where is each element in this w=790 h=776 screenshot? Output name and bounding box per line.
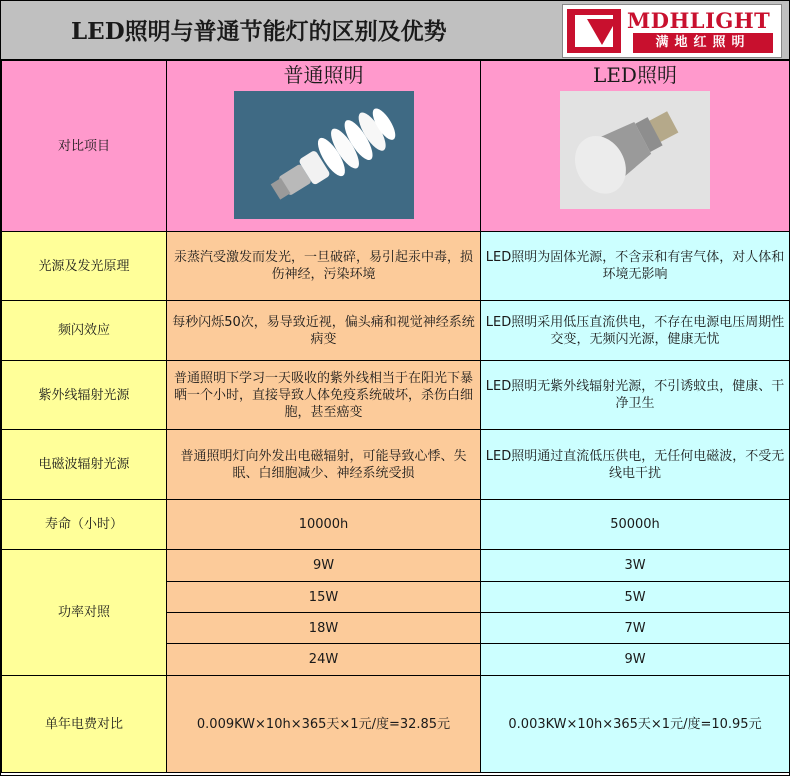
cost-label: 单年电费对比	[2, 676, 167, 773]
old-cell: 汞蒸汽受激发而发光，一旦破碎，易引起汞中毒，损伤神经，污染环境	[167, 232, 481, 301]
cost-led-cell: 0.003KW×10h×365天×1元/度=10.95元	[481, 676, 790, 773]
old-cell: 普通照明灯向外发出电磁辐射，可能导致心悸、失眠、白细胞减少、神经系统受损	[167, 430, 481, 500]
page-title: LED照明与普通节能灯的区别及优势	[71, 18, 447, 45]
power-led-cell: 5W	[481, 582, 790, 613]
power-old-cell: 9W	[167, 550, 481, 582]
led-cell: LED照明采用低压直流供电，不存在电源电压周期性交变，无频闪光源，健康无忧	[481, 301, 790, 361]
logo-m-mark	[567, 9, 621, 53]
header-item-cell: 对比项目	[2, 61, 167, 232]
header-old-cell	[167, 61, 481, 232]
led-cell: LED照明无紫外线辐射光源，不引诱蚊虫，健康、干净卫生	[481, 361, 790, 430]
row-label: 频闪效应	[2, 301, 167, 361]
old-cell: 普通照明下学习一天吸收的紫外线相当于在阳光下暴晒一个小时，直接导致人体免疫系统破坏，杀伤白细胞，甚至癌变	[167, 361, 481, 430]
led-column-title: LED照明	[593, 63, 677, 87]
row-label: 光源及发光原理	[2, 232, 167, 301]
title-bar	[1, 1, 789, 60]
power-old-cell: 15W	[167, 582, 481, 613]
led-cell: LED照明通过直流低压供电，无任何电磁波，不受无线电干扰	[481, 430, 790, 500]
led-bulb-icon	[560, 91, 710, 209]
old-cell: 每秒闪烁50次，易导致近视，偏头痛和视觉神经系统病变	[167, 301, 481, 361]
row-label: 电磁波辐射光源	[2, 430, 167, 500]
table-row	[2, 232, 790, 301]
power-led-cell: 9W	[481, 644, 790, 676]
table-row	[2, 430, 790, 500]
logo-m-v	[587, 19, 617, 45]
brand-logo	[562, 4, 782, 58]
row-label: 紫外线辐射光源	[2, 361, 167, 430]
old-cell: 10000h	[167, 500, 481, 550]
logo-name: MDHLIGHT	[627, 8, 771, 33]
led-bulb-image	[560, 91, 710, 209]
led-cell: 50000h	[481, 500, 790, 550]
header-led-cell	[481, 61, 790, 232]
power-old-cell: 24W	[167, 644, 481, 676]
cfl-bulb-image	[234, 91, 414, 219]
power-label: 功率对照	[2, 550, 167, 676]
comparison-table	[1, 60, 790, 773]
table-row	[2, 301, 790, 361]
header-row	[2, 61, 790, 232]
cost-row	[2, 676, 790, 773]
old-column-title: 普通照明	[283, 63, 364, 87]
led-cell: LED照明为固体光源，不含汞和有害气体，对人体和环境无影响	[481, 232, 790, 301]
table-row	[2, 361, 790, 430]
logo-subtitle: 满地红照明	[633, 33, 773, 53]
power-led-cell: 7W	[481, 613, 790, 644]
cfl-bulb-icon	[234, 91, 414, 219]
power-led-cell: 3W	[481, 550, 790, 582]
table-row	[2, 500, 790, 550]
logo-m-inner	[575, 15, 613, 47]
power-row	[2, 550, 790, 582]
row-label: 寿命（小时）	[2, 500, 167, 550]
cost-old-cell: 0.009KW×10h×365天×1元/度=32.85元	[167, 676, 481, 773]
power-old-cell: 18W	[167, 613, 481, 644]
